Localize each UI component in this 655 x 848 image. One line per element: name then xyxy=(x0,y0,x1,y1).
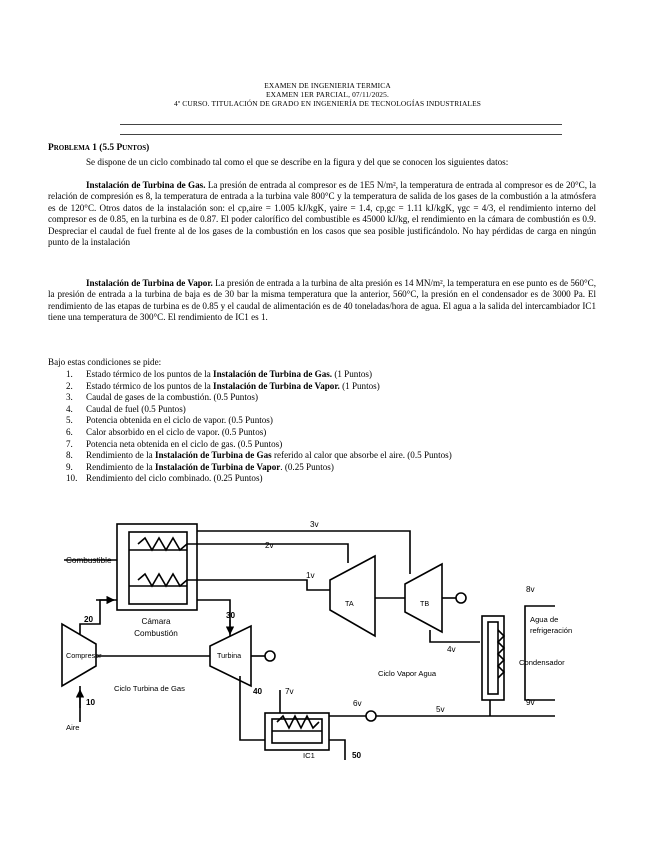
point-8v: 8v xyxy=(526,585,535,594)
point-5v: 5v xyxy=(436,705,445,714)
questions-intro: Bajo estas condiciones se pide: xyxy=(48,357,162,367)
label-compresor: Compresor xyxy=(66,651,102,660)
degree-line: 4º CURSO. TITULACIÓN DE GRADO EN INGENIERÍA DE TECNOLOGÍAS INDUSTRIALES xyxy=(173,99,482,108)
point-4v: 4v xyxy=(447,645,456,654)
gas-turbine-heading: Instalación de Turbina de Gas. xyxy=(86,180,206,190)
coil-superheat xyxy=(138,574,187,586)
vapor-turbine-heading: Instalación de Turbina de Vapor. xyxy=(86,278,213,288)
label-condensador: Condensador xyxy=(519,658,565,667)
combustion-chamber-inner xyxy=(129,532,187,604)
question-item: 8. Rendimiento de la Instalación de Turbina de Gas referido al calor que absorbe el aire. (0.5 Puntos) xyxy=(66,450,452,461)
question-item: 5. Potencia obtenida en el ciclo de vapor. (0.5 Puntos) xyxy=(66,415,273,426)
question-item: 3. Caudal de gases de la combustión. (0.5 Puntos) xyxy=(66,392,258,403)
steam-generator xyxy=(456,593,466,603)
label-ta: TA xyxy=(345,599,354,608)
point-7v: 7v xyxy=(285,687,294,696)
condenser xyxy=(482,616,504,700)
question-item: 1. Estado térmico de los puntos de la Instalación de Turbina de Gas. (1 Puntos) xyxy=(66,369,372,379)
lp-turbine-tb xyxy=(405,564,442,632)
label-agua: Agua de xyxy=(530,615,559,624)
question-item: 6. Calor absorbido en el ciclo de vapor. (0.5 Puntos) xyxy=(66,426,267,437)
point-30: 30 xyxy=(226,611,236,620)
problem-intro: Se dispone de un ciclo combinado tal como el que se describe en la figura y del que se conocen los siguientes datos: xyxy=(86,157,509,167)
label-combustible: Combustible xyxy=(66,556,112,565)
question-item: 4. Caudal de fuel (0.5 Puntos) xyxy=(66,403,186,414)
point-3v: 3v xyxy=(310,520,319,529)
point-40: 40 xyxy=(253,687,263,696)
question-item: 10. Rendimiento del ciclo combinado. (0.25 Puntos) xyxy=(66,473,263,484)
problem-title: Problema 1 (5.5 Puntos) xyxy=(48,143,150,153)
point-2v: 2v xyxy=(265,541,274,550)
point-6v: 6v xyxy=(353,699,362,708)
question-item: 7. Potencia neta obtenida en el ciclo de gas. (0.5 Puntos) xyxy=(66,438,283,449)
label-aire: Aire xyxy=(66,723,80,732)
label-combustion: Combustión xyxy=(134,629,178,638)
label-camara: Cámara xyxy=(141,617,171,626)
coil-reheat xyxy=(138,538,187,550)
vapor-turbine-text: La presión de entrada a la turbina de alta presión es 14 MN/m², la temperatura en ese punto es de 560°C, la presión de entrada a la turbina de baja es de 30 bar la misma temperatura que la anterior, 560°C, la presión en el condensador es de 3000 Pa. El rendimiento de las etapas de turbina es de 0.85 y el caudal de alimentación es de 40 toneladas/hora de agua. El agua a la salida del intercambiador IC1 tiene una temperatura de 300°C. El rendimiento de IC1 es 1. xyxy=(48,278,596,323)
gas-turbine-text: La presión de entrada al compresor es de 1E5 N/m², la temperatura de entrada al compresor es de 20°C, la relación de compresión es 8, la temperatura de entrada a la turbina vale 800°C y la temperatura de salida de los gases de la combustión a la atmósfera es de 120°C. Otros datos de la instalación son: el cp,aire = 1.005 kJ/kgK, γaire = 1.4, cp,gc = 1.11 kJ/kgK, γgc = 4/3, el rendimiento interno del compresor es de 0.85, en la turbina es de 0.87. El poder calorífico del combustible es 45000 kJ/kg, el rendimiento en la cámara de combustión es 0.9. Despreciar el caudal de fuel frente al de los gases de la combustión en los casos que sea posible justificándolo. No hay pérdidas de carga en ningún punto de la instalación xyxy=(48,180,596,248)
hp-turbine-ta xyxy=(330,556,375,636)
gas-generator xyxy=(265,651,275,661)
exam-subtitle: EXAMEN 1ER PARCIAL, 07/11/2025. xyxy=(266,90,389,99)
point-20: 20 xyxy=(84,615,94,624)
question-item: 9. Rendimiento de la Instalación de Turbina de Vapor. (0.25 Puntos) xyxy=(66,461,334,472)
label-ciclo-vapor: Ciclo Vapor Agua xyxy=(378,669,437,678)
label-turbina: Turbina xyxy=(217,651,242,660)
label-ic1: IC1 xyxy=(303,751,315,760)
label-ciclo-gas: Ciclo Turbina de Gas xyxy=(114,684,185,693)
point-9v: 9v xyxy=(526,698,535,707)
point-50: 50 xyxy=(352,751,362,760)
point-1v: 1v xyxy=(306,571,315,580)
question-item: 2. Estado térmico de los puntos de la Instalación de Turbina de Vapor. (1 Puntos) xyxy=(66,380,380,391)
feed-pump xyxy=(366,711,376,721)
exam-title: EXAMEN DE INGENIERIA TERMICA xyxy=(264,81,391,90)
point-10: 10 xyxy=(86,698,96,707)
label-refrigeracion: refrigeración xyxy=(530,626,573,635)
label-tb: TB xyxy=(420,599,430,608)
